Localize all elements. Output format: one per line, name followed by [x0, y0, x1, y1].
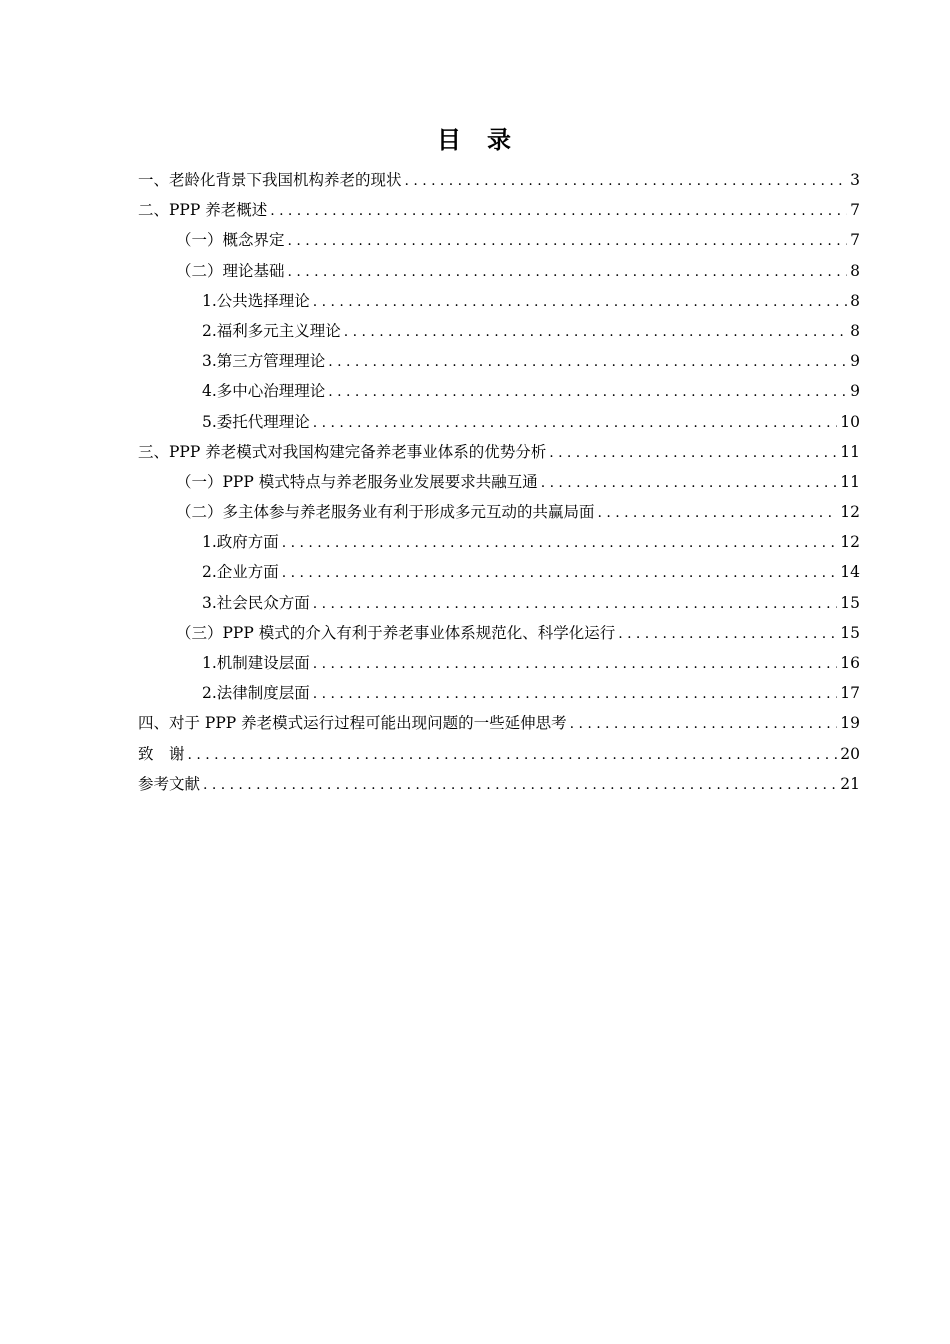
toc-entry[interactable]	[138, 165, 860, 195]
toc-entry-page-number: 12	[840, 503, 860, 522]
table-of-contents	[138, 165, 860, 799]
toc-entry-title: 三、PPP 养老模式对我国构建完备养老事业体系的优势分析	[138, 442, 547, 461]
toc-title-char-1: 目	[437, 126, 463, 154]
toc-entry-title: 2.企业方面	[202, 563, 279, 582]
toc-entry-page-number: 7	[850, 201, 860, 220]
toc-entry-page-number: 11	[840, 442, 860, 461]
dot-leader	[344, 317, 847, 347]
toc-entry-page-number: 17	[840, 684, 860, 703]
toc-entry[interactable]	[138, 708, 860, 738]
dot-leader	[618, 619, 837, 649]
toc-entry-page-number: 14	[840, 563, 860, 582]
dot-leader	[328, 347, 847, 377]
toc-title	[0, 120, 950, 155]
toc-entry-title: （二）理论基础	[176, 261, 285, 280]
dot-leader	[188, 740, 838, 770]
toc-entry[interactable]	[138, 739, 860, 769]
dot-leader	[549, 438, 837, 468]
dot-leader	[313, 649, 837, 679]
toc-entry-title: 3.社会民众方面	[202, 593, 310, 612]
toc-entry-title: 二、PPP 养老概述	[138, 201, 268, 220]
toc-entry[interactable]	[138, 225, 860, 255]
toc-entry-title: 致 谢	[138, 744, 185, 763]
toc-entry-title: 3.第三方管理理论	[202, 352, 326, 371]
toc-entry-page-number: 8	[850, 261, 860, 280]
toc-entry[interactable]	[138, 588, 860, 618]
toc-entry-page-number: 16	[840, 654, 860, 672]
dot-leader	[282, 528, 837, 558]
toc-entry[interactable]	[138, 437, 860, 467]
toc-entry-title: 2.法律制度层面	[202, 684, 310, 703]
toc-entry-title: （二）多主体参与养老服务业有利于形成多元互动的共赢局面	[176, 503, 595, 522]
toc-entry-title: 2.福利多元主义理论	[202, 321, 341, 340]
toc-entry-page-number: 15	[840, 593, 860, 612]
toc-entry-page-number: 8	[850, 291, 860, 310]
toc-entry-title: 1.机制建设层面	[202, 654, 310, 672]
toc-entry-page-number: 3	[850, 171, 860, 189]
toc-entry-page-number: 8	[850, 321, 860, 340]
dot-leader	[313, 287, 847, 317]
toc-entry-page-number: 20	[840, 744, 860, 763]
dot-leader	[282, 558, 837, 588]
toc-entry-title: 5.委托代理理论	[202, 412, 310, 431]
toc-entry-page-number: 11	[840, 472, 860, 491]
toc-entry-page-number: 9	[850, 352, 860, 371]
toc-entry[interactable]	[138, 527, 860, 557]
toc-entry-title: 1.政府方面	[202, 533, 279, 552]
dot-leader	[288, 257, 848, 287]
toc-entry-title: 1.公共选择理论	[202, 291, 310, 310]
dot-leader	[288, 226, 848, 256]
toc-entry[interactable]	[138, 678, 860, 708]
dot-leader	[328, 377, 847, 407]
toc-entry-title: （一）PPP 模式特点与养老服务业发展要求共融互通	[176, 472, 538, 491]
toc-entry[interactable]	[138, 195, 860, 225]
dot-leader	[570, 709, 838, 739]
toc-entry[interactable]	[138, 346, 860, 376]
toc-title-char-2: 录	[487, 126, 513, 154]
toc-entry-title: 参考文献	[138, 774, 201, 793]
dot-leader	[270, 196, 847, 226]
toc-entry[interactable]	[138, 286, 860, 316]
toc-entry[interactable]	[138, 316, 860, 346]
toc-entry[interactable]	[138, 648, 860, 678]
toc-entry-page-number: 9	[850, 382, 860, 401]
toc-entry-title: （一）概念界定	[176, 231, 285, 250]
toc-entry[interactable]	[138, 407, 860, 437]
toc-entry[interactable]	[138, 256, 860, 286]
dot-leader	[541, 468, 838, 498]
toc-entry[interactable]	[138, 769, 860, 799]
dot-leader	[313, 589, 837, 619]
toc-entry-title: （三）PPP 模式的介入有利于养老事业体系规范化、科学化运行	[176, 623, 616, 642]
toc-entry-title: 4.多中心治理理论	[202, 382, 326, 401]
toc-entry[interactable]	[138, 557, 860, 587]
toc-entry[interactable]	[138, 467, 860, 497]
dot-leader	[313, 408, 837, 438]
toc-entry-title: 一、老龄化背景下我国机构养老的现状	[138, 171, 402, 189]
toc-entry-page-number: 15	[840, 623, 860, 642]
dot-leader	[405, 166, 848, 196]
dot-leader	[203, 770, 837, 800]
toc-entry[interactable]	[138, 497, 860, 527]
dot-leader	[598, 498, 838, 528]
toc-entry[interactable]	[138, 376, 860, 406]
toc-entry[interactable]	[138, 618, 860, 648]
toc-entry-page-number: 10	[840, 412, 860, 431]
toc-entry-page-number: 12	[840, 533, 860, 552]
toc-entry-title: 四、对于 PPP 养老模式运行过程可能出现问题的一些延伸思考	[138, 714, 567, 733]
dot-leader	[313, 679, 837, 709]
toc-entry-page-number: 19	[840, 714, 860, 733]
toc-entry-page-number: 21	[840, 774, 860, 793]
toc-entry-page-number: 7	[850, 231, 860, 250]
